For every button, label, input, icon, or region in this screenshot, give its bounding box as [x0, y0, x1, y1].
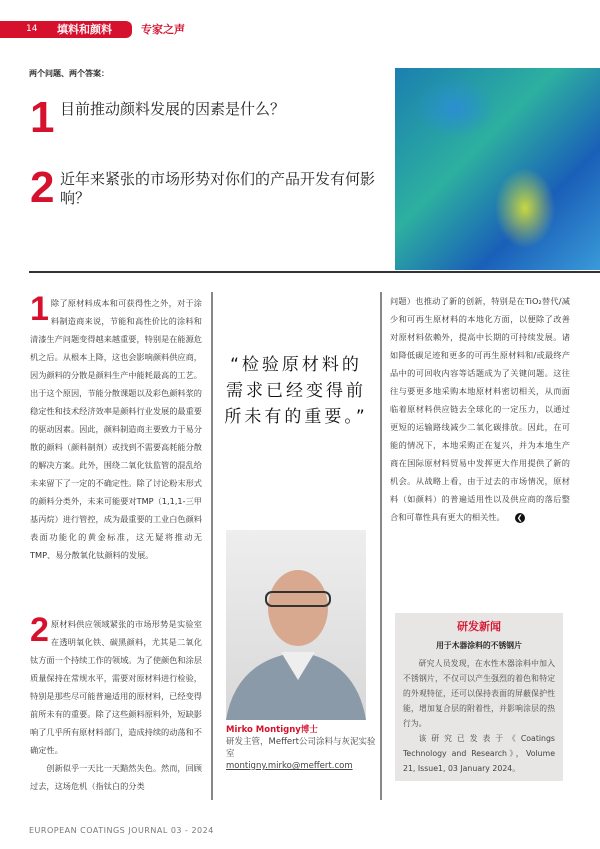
question-number: 2	[30, 163, 55, 212]
section-title: 填料和颜料	[57, 23, 112, 36]
pull-quote: “检验原材料的需求已经变得前所未有的重要。”	[224, 355, 368, 427]
drop-cap: 1	[30, 290, 49, 328]
divider	[29, 271, 600, 273]
person-title: 研发主管，Meffert公司涂料与灰泥实验室	[226, 737, 376, 759]
page-number: 14	[26, 24, 38, 34]
answer-text: 除了原材料成本和可获得性之外，对于涂料制造商来说，节能和高性价比的涂料和清漆生产问题变得越来越重要，特别是在能源危机之后。从根本上降，这也会影响颜料供应商，因为颜料的分散是颜料生产中能耗最高的工艺。出于这个原因，节能分散课题以及彩色颜料浆的稳定性和技术经济效率是颜料行业发展的最重要的驱动因素。因此，颜料制造商主要致力于易分散的颜料（颜料制剂）或找到不需要高耗能分散的解决方案。此外，围绕二氧化钛监管的混乱给未来留下了一定的不确定性。除了讨论粉末形式的颜料分类外，未来可能要对TMP（1,1,1-三甲基丙烷）进行管控，成为最重要的工业白色颜料表面功能化的黄金标准，这无疑将推动无TMP、易分散氧化钛颜料的发展。	[30, 298, 202, 560]
photo-caption	[226, 724, 376, 772]
answer-2	[30, 611, 202, 795]
back-arrow-icon: ❮	[515, 513, 525, 523]
answer-1	[30, 290, 202, 564]
news-title: 用于木器涂料的不锈钢片	[436, 641, 522, 650]
news-box	[395, 613, 563, 781]
question-number: 1	[30, 93, 55, 142]
intro-label: 两个问题、两个答案：	[29, 69, 109, 78]
person-name: Mirko Montigny博士	[226, 725, 318, 735]
drop-cap: 2	[30, 611, 49, 649]
answer-2-continued	[390, 292, 570, 526]
subsection-title: 专家之声	[141, 23, 185, 36]
answer-paragraph: 创新似乎一天比一天黯然失色。然而，回顾过去，这场危机（指钛白的分类	[30, 763, 202, 791]
answer-text: 原材料供应领域紧张的市场形势是实验室在透明氧化铁、碳黑颜料，尤其是二氧化钛方面一个持续工作的领域。为了使颜色和涂层质量保持在常规水平，需要对原材料进行检验，特别是那些尽可能普遍适用的原材料，已经变得前所未有的重要。除了这些颜料原料外，短缺影响了几乎所有原材料部门，造成持续的动荡和不确定性。	[30, 619, 202, 755]
column-divider	[211, 292, 213, 800]
person-silhouette	[226, 530, 366, 720]
email-link[interactable]: montigny.mirko@meffert.com	[226, 761, 353, 771]
news-body: 研究人员发现，在水性木器涂料中加入不锈钢片，不仅可以产生强烈的着色和特定的外观特征，还可以保持表面的屏蔽保护性能，增加复合层的附着性，并影响涂层的热行为。	[403, 659, 555, 728]
footer: EUROPEAN COATINGS JOURNAL 03 - 2024	[29, 826, 214, 835]
answer-text: 问题）也推动了新的创新，特别是在TiO₂替代/减少和可再生原材料的本地化方面，以便除了改善对原材料依赖外，提高中长期的可持续发展。诸如降低碳足迹和更多的可再生原材料和/或最终产品中的可回收内容等话题成为了关键问题。这往往与要更多地采购本地原材料密切相关，从而面临着原材料供应链去全球化的一定压力，以通过更短的运输路线减少二氧化碳排放。因此，在可能的情况下，本地采购正在复兴，并为本地生产商在国际原材料贸易中发挥更大作用提供了新的机会。从战略上看，由于过去的市场情况，原材料（如颜料）的普遍适用性以及供应商的落后整合和可靠性具有更大的相关性。	[390, 296, 570, 522]
question-text: 近年来紧张的市场形势对你们的产品开发有何影响？	[60, 170, 376, 207]
portrait-photo	[226, 530, 366, 720]
news-heading: 研发新闻	[457, 620, 501, 633]
column-divider	[380, 292, 382, 800]
section-header	[0, 21, 132, 38]
news-source: 该研究已发表于《Coatings Technology and Research》，Volume 21, Issue1, 03 January 2024。	[403, 734, 555, 773]
paint-texture-image	[395, 68, 600, 270]
question-text: 目前推动颜料发展的因素是什么？	[60, 100, 286, 118]
